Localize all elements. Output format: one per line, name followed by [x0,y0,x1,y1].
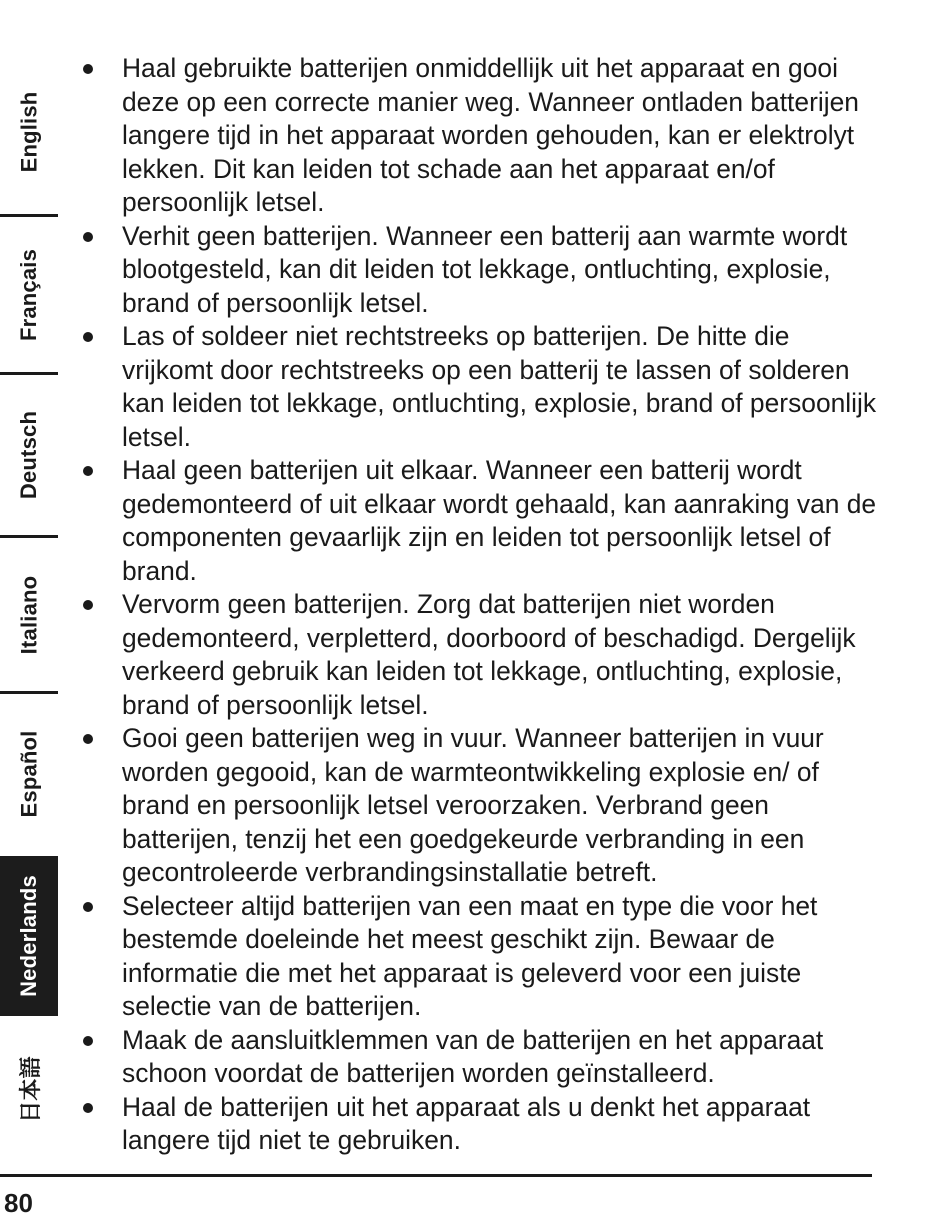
bullet-text: Selecteer altijd batterijen van een maat en type die voor het bestemde doeleinde het meest geschikt zijn. Bewaar de informatie die met het apparaat is geleverd voor een juiste selectie van de batterijen. [122,890,818,1021]
bullet-dot-icon [83,64,93,74]
list-item [78,722,878,890]
bullet-dot-icon [83,902,93,912]
list-item [78,890,878,1024]
list-item [78,1091,878,1158]
bullet-dot-icon [83,734,93,744]
list-item [78,220,878,321]
tab-label-deutsch: Deutsch [16,410,42,500]
bullet-text: Maak de aansluitklemmen van de batterijen en het apparaat schoon voordat de batterijen worden geïnstalleerd. [122,1024,824,1088]
list-item [78,454,878,588]
tab-nederlands[interactable] [0,856,58,1016]
tab-english[interactable] [0,52,58,212]
tab-label-espanol: Español [16,730,42,818]
list-item [78,1024,878,1091]
page-number: 80 [4,1188,33,1218]
tab-label-nederlands: Nederlands [16,875,42,997]
tab-label-english: English [16,91,42,173]
tab-japanese[interactable] [0,1018,58,1160]
footer-divider [0,1174,872,1177]
bullet-dot-icon [83,1103,93,1113]
bullet-list [78,52,878,1158]
tab-francais[interactable] [0,217,58,372]
language-tabs [0,52,58,1162]
tab-label-japanese: 日本語 [17,1055,43,1123]
bullet-text: Verhit geen batterijen. Wanneer een batterij aan warmte wordt blootgesteld, kan dit leiden tot lekkage, ontluchting, explosie, brand of persoonlijk letsel. [122,220,848,318]
bullet-dot-icon [83,232,93,242]
bullet-dot-icon [83,332,93,342]
tab-espanol[interactable] [0,694,58,854]
bullet-text: Vervorm geen batterijen. Zorg dat batterijen niet worden gedemonteerd, verpletterd, doorboord of beschadigd. Dergelijk verkeerd gebruik kan leiden tot lekkage, ontluchting, explosie, brand of persoonlijk letsel. [122,589,856,720]
bullet-dot-icon [83,600,93,610]
bullet-text: Haal gebruikte batterijen onmiddellijk uit het apparaat en gooi deze op een correcte manier weg. Wanneer ontladen batterijen langere tijd in het apparaat worden gehouden, kan er elektrolyt lekken. Dit kan leiden tot schade aan het apparaat en/of persoonlijk letsel. [122,53,859,217]
bullet-text: Gooi geen batterijen weg in vuur. Wanneer batterijen in vuur worden gegooid, kan de warmteontwikkeling explosie en/ of brand en persoonlijk letsel veroorzaken. Verbrand geen batterijen, tenzij het een goedgekeurde verbranding in een gecontroleerde verbrandingsinstallatie betreft. [122,723,824,887]
list-item [78,320,878,454]
bullet-text: Haal geen batterijen uit elkaar. Wanneer een batterij wordt gedemonteerd of uit elkaar wordt gehaald, kan aanraking van de componenten gevaarlijk zijn en leiden tot persoonlijk letsel of brand. [122,455,877,586]
safety-instructions [78,52,878,1158]
tab-label-francais: Français [16,248,41,341]
tab-label-italiano: Italiano [16,575,41,654]
list-item [78,52,878,220]
bullet-text: Las of soldeer niet rechtstreeks op batterijen. De hitte die vrijkomt door rechtstreeks op een batterij te lassen of solderen kan leiden tot lekkage, ontluchting, explosie, brand of persoonlijk letsel. [122,321,877,452]
tab-deutsch[interactable] [0,375,58,535]
bullet-dot-icon [83,466,93,476]
bullet-text: Haal de batterijen uit het apparaat als u denkt het apparaat langere tijd niet te gebruiken. [122,1091,811,1155]
tab-italiano[interactable] [0,538,58,691]
list-item [78,588,878,722]
bullet-dot-icon [83,1036,93,1046]
